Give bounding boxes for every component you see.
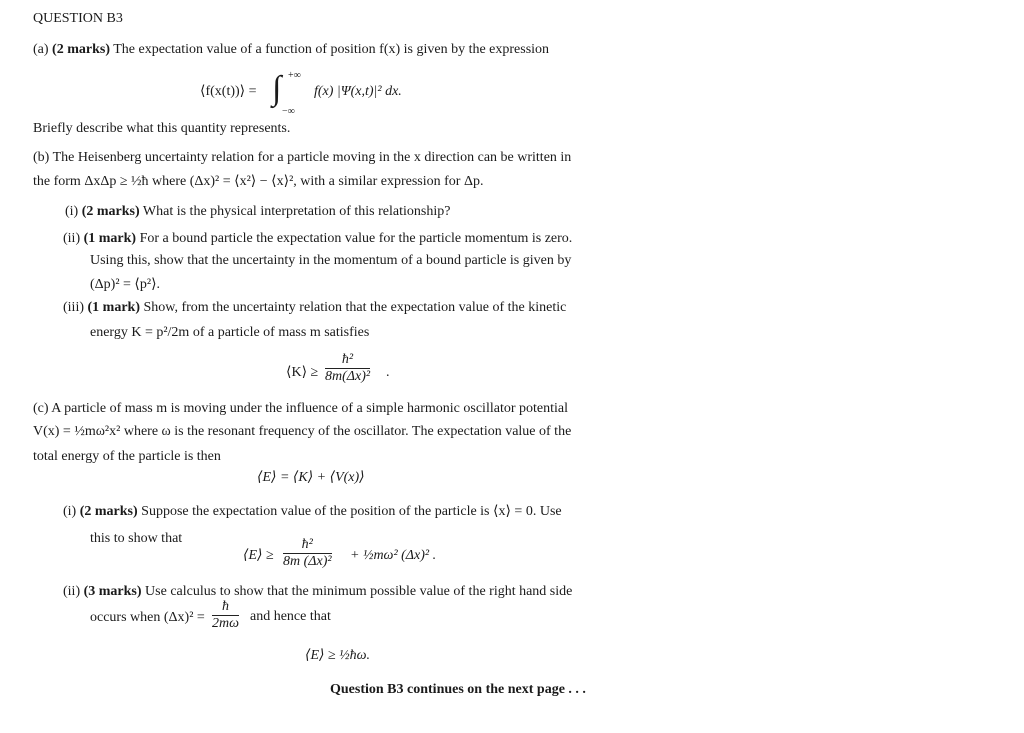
subpart-text: Suppose the expectation value of the position of the particle is ⟨x⟩ = 0. Use: [141, 504, 562, 519]
fraction: [325, 352, 370, 385]
subpart-label: (i): [63, 504, 77, 519]
subpart-text: this to show that: [90, 531, 183, 546]
subpart-text: and hence that: [250, 609, 331, 624]
continuation-note: Question B3 continues on the next page . . .: [330, 682, 586, 697]
marks: (2 marks): [81, 204, 140, 219]
subpart-text: Show, from the uncertainty relation that the expectation value of the kinetic: [143, 300, 567, 315]
denominator: 8m (Δx)²: [283, 554, 332, 569]
denominator: 8m(Δx)²: [325, 369, 371, 384]
equation-lhs: ⟨E⟩ ≥: [243, 548, 274, 563]
part-label: (a): [33, 42, 49, 57]
part-text: the form ΔxΔp ≥ ½ħ where (Δx)² = ⟨x²⟩ − ⟨x⟩², with a similar expression for Δp.: [33, 174, 484, 189]
equation-end: .: [386, 365, 390, 380]
subpart-text: For a bound particle the expectation value for the particle momentum is zero.: [139, 231, 573, 246]
part-text: The expectation value of a function of position f(x) is given by the expression: [113, 42, 550, 57]
equation-rhs: f(x) |Ψ(x,t)|² dx.: [314, 84, 402, 99]
subpart-label: (ii): [63, 584, 81, 599]
numerator: ħ²: [283, 537, 332, 554]
part-label: (c): [33, 401, 49, 416]
fraction: [283, 537, 332, 570]
equation: ⟨E⟩ ≥ ½ħω.: [305, 648, 371, 663]
part-text: total energy of the particle is then: [33, 449, 221, 464]
numerator: ħ: [212, 599, 239, 616]
part-text: A particle of mass m is moving under the influence of a simple harmonic oscillator potential: [51, 401, 568, 416]
integral-sign: ∫: [272, 70, 282, 107]
equation: (Δp)² = ⟨p²⟩.: [90, 277, 161, 292]
numerator: ħ²: [325, 352, 370, 369]
marks: (2 marks): [79, 504, 138, 519]
part-text: V(x) = ½mω²x² where ω is the resonant frequency of the oscillator. The expectation value of the: [33, 424, 572, 439]
part-label: (b): [33, 150, 50, 165]
equation: ⟨E⟩ = ⟨K⟩ + ⟨V(x)⟩: [257, 470, 365, 485]
part-text: The Heisenberg uncertainty relation for a particle moving in the x direction can be written in: [52, 150, 572, 165]
subpart-text: occurs when (Δx)² =: [90, 610, 205, 625]
part-question: Briefly describe what this quantity represents.: [33, 121, 291, 136]
marks: (1 mark): [83, 231, 137, 246]
marks: (2 marks): [52, 42, 110, 57]
subpart-text: What is the physical interpretation of this relationship?: [142, 204, 451, 219]
subpart-label: (i): [65, 204, 79, 219]
subpart-text: Use calculus to show that the minimum possible value of the right hand side: [145, 584, 573, 599]
question-title: QUESTION B3: [33, 11, 123, 26]
equation-lhs: ⟨K⟩ ≥: [286, 365, 319, 380]
denominator: 2mω: [212, 616, 239, 631]
subpart-text: Using this, show that the uncertainty in the momentum of a bound particle is given by: [90, 253, 572, 268]
subpart-label: (iii): [63, 300, 84, 315]
equation-rhs: + ½mω² (Δx)² .: [350, 548, 437, 563]
subpart-text: energy K = p²/2m of a particle of mass m satisfies: [90, 325, 370, 340]
integral-upper: +∞: [288, 70, 301, 81]
equation-lhs: ⟨f(x(t))⟩ =: [200, 84, 257, 99]
subpart-label: (ii): [63, 231, 81, 246]
marks: (3 marks): [83, 584, 142, 599]
fraction: [212, 599, 239, 632]
marks: (1 mark): [87, 300, 140, 315]
integral-lower: −∞: [282, 106, 295, 117]
